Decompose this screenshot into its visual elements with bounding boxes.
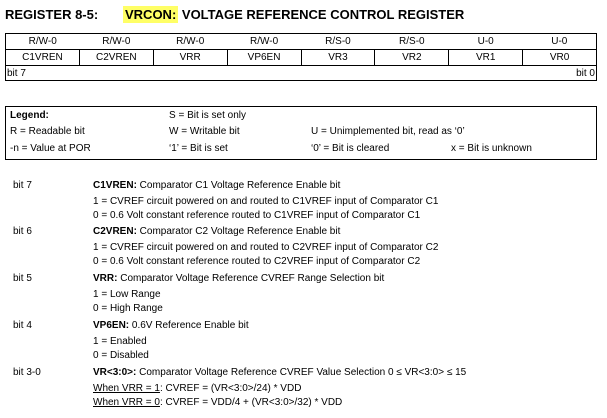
bit3-0-formula-vrr-0: When VRR = 0: CVREF = VDD/4 + (VR<3:0>/32) * VDD [93,397,343,408]
bit3-0-formula-vrr-1: When VRR = 1: CVREF = (VR<3:0>/24) * VDD [93,383,302,394]
bit-name: VR1 [449,50,523,66]
bit-access: R/W-0 [6,34,80,50]
register-number: REGISTER 8-5: [5,7,99,22]
register-title-rest: VOLTAGE REFERENCE CONTROL REGISTER [178,7,465,22]
legend-bit-unknown: x = Bit is unknown [451,143,532,154]
bit6-heading: C2VREN: Comparator C2 Voltage Reference Enable bit [93,226,341,237]
bit7-value-0: 0 = 0.6 Volt constant reference routed to C1VREF input of Comparator C1 [93,210,421,221]
bit-name: VP6EN [227,50,301,66]
register-title [5,7,464,22]
bit5-value-0: 0 = High Range [93,303,163,314]
legend-writable: W = Writable bit [169,126,240,137]
bit-access: U-0 [449,34,523,50]
bit5-label: bit 5 [13,273,32,284]
bit5-value-1: 1 = Low Range [93,289,161,300]
legend-bit-set: ‘1’ = Bit is set [169,143,228,154]
bit-access: R/S-0 [301,34,375,50]
bit4-heading: VP6EN: 0.6V Reference Enable bit [93,320,249,331]
bit-access: U-0 [523,34,597,50]
register-bit-table [5,33,597,81]
bit-name: VR2 [375,50,449,66]
bit3-0-label: bit 3-0 [13,367,41,378]
legend-readable: R = Readable bit [10,126,85,137]
bit6-value-1: 1 = CVREF circuit powered on and routed to C2VREF input of Comparator C2 [93,242,439,253]
bit-name: VR3 [301,50,375,66]
legend-bit-cleared: ‘0’ = Bit is cleared [311,143,390,154]
bit-right-label: bit 0 [576,67,595,79]
bit6-value-0: 0 = 0.6 Volt constant reference routed to C2VREF input of Comparator C2 [93,256,421,267]
bit-access: R/W-0 [153,34,227,50]
bit-range-row [6,66,597,81]
bit-left-label: bit 7 [7,67,26,79]
bit6-label: bit 6 [13,226,32,237]
bit5-heading: VRR: Comparator Voltage Reference CVREF Range Selection bit [93,273,385,284]
bit4-value-1: 1 = Enabled [93,336,147,347]
legend-unimplemented: U = Unimplemented bit, read as ‘0’ [311,126,465,137]
legend-por: -n = Value at POR [10,143,91,154]
legend-heading: Legend: [10,110,49,121]
bit3-0-heading: VR<3:0>: Comparator Voltage Reference CVREF Value Selection 0 ≤ VR<3:0> ≤ 15 [93,367,467,378]
bit7-heading: C1VREN: Comparator C1 Voltage Reference Enable bit [93,180,341,191]
bit7-label: bit 7 [13,180,32,191]
bit4-label: bit 4 [13,320,32,331]
bit-name: VR0 [523,50,597,66]
legend-box [5,106,597,160]
register-name-highlight: VRCON: [125,7,177,22]
bit-name: C2VREN [79,50,153,66]
bit-access: R/W-0 [227,34,301,50]
bit4-value-0: 0 = Disabled [93,350,149,361]
legend-set-only: S = Bit is set only [169,110,246,121]
bit-access: R/S-0 [375,34,449,50]
bit-access: R/W-0 [79,34,153,50]
bit7-value-1: 1 = CVREF circuit powered on and routed to C1VREF input of Comparator C1 [93,196,439,207]
bit-name: VRR [153,50,227,66]
bit-name: C1VREN [6,50,80,66]
